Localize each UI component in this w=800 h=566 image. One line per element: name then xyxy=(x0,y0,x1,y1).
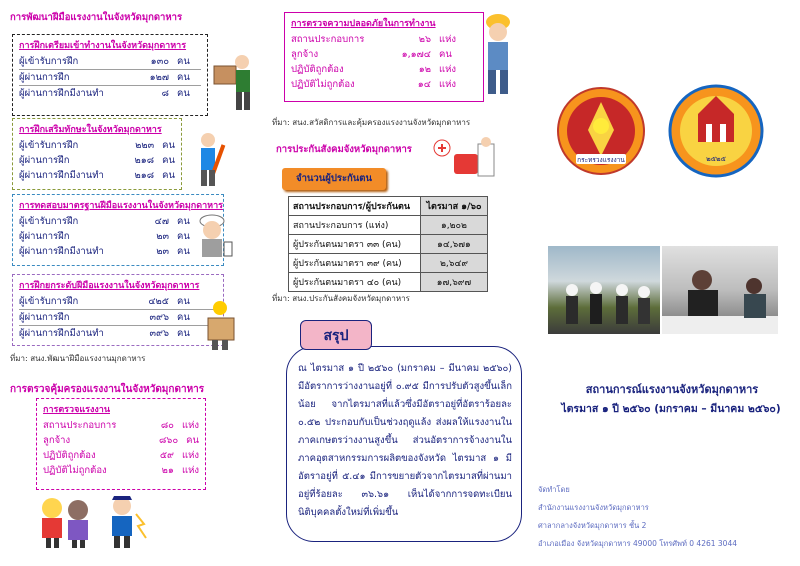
standard-test-title: การทดสอบมาตรฐานฝีมือแรงงานในจังหวัดมุกดาหาร xyxy=(19,201,223,211)
stat-row xyxy=(19,229,217,244)
stat-label: ลูกจ้าง xyxy=(43,435,71,446)
cartoon-engineer-icon xyxy=(192,212,234,264)
stat-unit: แห่ง xyxy=(439,64,457,75)
meeting-photo xyxy=(662,246,778,334)
stat-unit: คน xyxy=(162,140,175,151)
stat-unit: แห่ง xyxy=(181,420,199,431)
stat-unit: คน xyxy=(177,231,190,242)
worker-with-box-icon xyxy=(200,300,240,352)
stat-value: ๒๑๘ xyxy=(134,155,155,166)
hardhat-worker-icon xyxy=(478,10,518,98)
stat-value: ๕๙ xyxy=(159,450,174,461)
stat-unit: คน xyxy=(186,435,199,446)
stat-label: ผู้เข้ารับการฝึก xyxy=(19,216,79,227)
stat-label: ผู้ผ่านการฝึก xyxy=(19,155,70,166)
table-header-cell: สถานประกอบการ/ผู้ประกันตน xyxy=(289,197,421,216)
stat-row xyxy=(43,463,199,478)
upgrade-box xyxy=(12,274,224,346)
table-cell: สถานประกอบการ (แห่ง) xyxy=(289,216,421,235)
summary-text: ณ ไตรมาส ๑ ปี ๒๕๖๐ (มกราคม – มีนาคม ๒๕๖๐) มีอัตราการว่างงานอยู่ที่ ๐.๙๕ มีการปรับตัวสูงขึ้นเล็กน้อย จากไตรมาสที่แล้วซึ่งมีอัตราอยู่ที่อัตราร้อยละ ๐.๕๒ ประกอบกับเป็นช่วงฤดูแล้ง ส่งผลให้แรงงานในภาคเกษตรว่างงานสูงขึ้น ส่วนอัตราการจ้างงานในภาคอุตสาหกรรมการผลิตของจังหวัด ไตรมาส ๑ มีอัตราอยู่ที่ ๕.๔๑ มีการขยายตัวจากไตรมาสที่ผ่านมาอยู่ที่ร้อยละ ๓๖.๖๑ เห็นได้จากการจดทะเบียนนิติบุคคลตั้งใหม่ที่เพิ่มขึ้น xyxy=(298,363,512,518)
table-header-cell: ไตรมาส ๑/๖๐ xyxy=(420,197,487,216)
table-cell: ผู้ประกันตนมาตรา ๓๙ (คน) xyxy=(289,254,421,273)
worker-tools-icon xyxy=(188,130,228,188)
stat-row xyxy=(19,153,175,168)
upgrade-title: การฝึกยกระดับฝีมือแรงงานในจังหวัดมุกดาหาร xyxy=(19,281,200,291)
insured-count-button[interactable]: จำนวนผู้ประกันตน xyxy=(282,168,386,190)
stat-value: ๓๙๖ xyxy=(149,328,169,339)
stat-row xyxy=(43,433,199,448)
stat-row xyxy=(19,244,217,259)
publisher-line: ศาลากลางจังหวัดมุกดาหาร ชั้น 2 xyxy=(538,521,647,530)
stat-value: ๔๒๕ xyxy=(148,296,169,307)
stat-row xyxy=(43,448,199,463)
seal-year: ๒๕๒๕ xyxy=(706,155,726,163)
stat-row xyxy=(19,214,217,229)
skill-development-heading: การพัฒนาฝีมือแรงงานในจังหวัดมุกดาหาร xyxy=(10,12,183,23)
safety-title: การตรวจความปลอดภัยในการทำงาน xyxy=(291,19,436,29)
table-cell: ๑๗,๖๙๗ xyxy=(420,273,487,292)
stat-row xyxy=(19,54,201,70)
upskill-title: การฝึกเสริมทักษะในจังหวัดมุกดาหาร xyxy=(19,125,162,135)
table-cell: ๑,๒๐๒ xyxy=(420,216,487,235)
stat-value: ๑๒๗ xyxy=(149,72,169,83)
stat-unit: แห่ง xyxy=(439,79,457,90)
stat-label: ผู้ผ่านการฝึกมีงานทำ xyxy=(19,88,104,99)
social-security-heading: การประกันสังคมจังหวัดมุกดาหาร xyxy=(276,144,412,155)
medical-team-icon xyxy=(428,136,500,184)
protection-heading: การตรวจคุ้มครองแรงงานในจังหวัดมุกดาหาร xyxy=(10,384,205,395)
stat-label: ลูกจ้าง xyxy=(291,49,319,60)
stat-unit: คน xyxy=(162,155,175,166)
stat-row xyxy=(19,138,175,153)
stat-label: ผู้ผ่านการฝึกมีงานทำ xyxy=(19,246,104,257)
stat-unit: คน xyxy=(177,312,190,323)
stat-row xyxy=(19,70,201,86)
stat-label: ปฏิบัติถูกต้อง xyxy=(43,450,96,461)
stat-value: ๒๓ xyxy=(156,246,169,257)
report-title: สถานการณ์แรงงานจังหวัดมุกดาหาร xyxy=(585,383,759,396)
stat-label: สถานประกอบการ xyxy=(43,420,117,431)
stat-label: ผู้ผ่านการฝึกมีงานทำ xyxy=(19,328,104,339)
stat-value: ๑๔ xyxy=(417,79,431,90)
stat-unit: คน xyxy=(177,296,190,307)
stat-label: ผู้เข้ารับการฝึก xyxy=(19,56,79,67)
stat-row xyxy=(291,77,477,92)
stat-unit: คน xyxy=(177,328,190,339)
stat-unit: คน xyxy=(177,88,190,99)
table-cell: ผู้ประกันตนมาตรา ๓๓ (คน) xyxy=(289,235,421,254)
stat-value: ๔๗ xyxy=(154,216,169,227)
table-cell: ๑๔,๖๗๑ xyxy=(420,235,487,254)
stat-row xyxy=(291,62,477,77)
cartoon-children-icon xyxy=(36,494,96,550)
stat-value: ๒๑ xyxy=(161,465,174,476)
table-row xyxy=(289,235,488,254)
stat-label: ปฏิบัติถูกต้อง xyxy=(291,64,344,75)
report-subtitle: ไตรมาส ๑ ปี ๒๕๖๐ (มกราคม – มีนาคม ๒๕๖๐) xyxy=(561,403,781,415)
stat-row xyxy=(291,47,477,62)
insured-table xyxy=(288,196,488,292)
safety-box xyxy=(284,12,484,102)
table-row xyxy=(289,216,488,235)
stat-row xyxy=(43,418,199,433)
stat-unit: แห่ง xyxy=(181,450,199,461)
stat-row xyxy=(19,310,217,326)
stat-label: ปฏิบัติไม่ถูกต้อง xyxy=(291,79,355,90)
stat-value: ๒๖ xyxy=(418,34,431,45)
table-source: ที่มา: สนง.ประกันสังคมจังหวัดมุกดาหาร xyxy=(272,294,410,303)
stat-value: ๓๙๖ xyxy=(149,312,169,323)
stat-value: ๘ xyxy=(161,88,169,99)
stat-label: ผู้เข้ารับการฝึก xyxy=(19,296,79,307)
stat-label: ผู้ผ่านการฝึก xyxy=(19,72,70,83)
table-cell: ๒,๖๔๙ xyxy=(420,254,487,273)
stat-label: ผู้เข้ารับการฝึก xyxy=(19,140,79,151)
stat-value: ๘๖๐ xyxy=(158,435,179,446)
site-visit-photo xyxy=(548,246,660,334)
stat-row xyxy=(19,326,217,341)
table-cell: ผู้ประกันตนมาตรา ๔๐ (คน) xyxy=(289,273,421,292)
stat-value: ๘๐ xyxy=(160,420,174,431)
summary-title: สรุป xyxy=(300,320,372,350)
stat-label: ผู้ผ่านการฝึก xyxy=(19,312,70,323)
stat-unit: คน xyxy=(162,170,175,181)
publisher-line: อำเภอเมือง จังหวัดมุกดาหาร 49000 โทรศัพท์ 0 4261 3044 xyxy=(538,539,737,548)
logo-caption: กระทรวงแรงงาน xyxy=(577,156,625,164)
table-row xyxy=(289,273,488,292)
pre-training-title: การฝึกเตรียมเข้าทำงานในจังหวัดมุกดาหาร xyxy=(19,41,187,51)
stat-unit: แห่ง xyxy=(439,34,457,45)
stat-row xyxy=(19,168,175,183)
safety-source: ที่มา: สนง.สวัสดิการและคุ้มครองแรงงานจังหวัดมุกดาหาร xyxy=(272,118,471,127)
stat-unit: คน xyxy=(177,216,190,227)
stat-value: ๒๒๓ xyxy=(135,140,155,151)
stat-value: ๒๑๘ xyxy=(134,170,155,181)
stat-unit: คน xyxy=(177,246,190,257)
cartoon-electrician-icon xyxy=(100,494,150,550)
table-row xyxy=(289,254,488,273)
stat-row xyxy=(19,294,217,310)
stat-label: ผู้ผ่านการฝึกมีงานทำ xyxy=(19,170,104,181)
publisher-label: จัดทำโดย xyxy=(538,485,570,494)
delivery-worker-icon xyxy=(210,52,258,114)
inspection-title: การตรวจแรงงาน xyxy=(43,405,110,415)
publisher-line: สำนักงานแรงงานจังหวัดมุกดาหาร xyxy=(538,503,649,512)
stat-unit: คน xyxy=(439,49,452,60)
stat-label: ผู้ผ่านการฝึก xyxy=(19,231,70,242)
stat-label: สถานประกอบการ xyxy=(291,34,365,45)
stat-unit: คน xyxy=(177,72,190,83)
stat-unit: แห่ง xyxy=(181,465,199,476)
stat-row xyxy=(291,32,477,47)
stat-row xyxy=(19,86,201,101)
stat-label: ปฏิบัติไม่ถูกต้อง xyxy=(43,465,107,476)
stat-value: ๑๒ xyxy=(418,64,431,75)
skill-source: ที่มา: สนง.พัฒนาฝีมือแรงงานมุกดาหาร xyxy=(10,354,146,363)
stat-value: ๒๓ xyxy=(156,231,169,242)
table-header-row xyxy=(289,197,488,216)
pre-training-box xyxy=(12,34,208,116)
upskill-box xyxy=(12,118,182,190)
stat-value: ๑,๑๗๔ xyxy=(401,49,431,60)
stat-unit: คน xyxy=(177,56,190,67)
inspection-box xyxy=(36,398,206,490)
stat-value: ๑๓๐ xyxy=(150,56,169,67)
